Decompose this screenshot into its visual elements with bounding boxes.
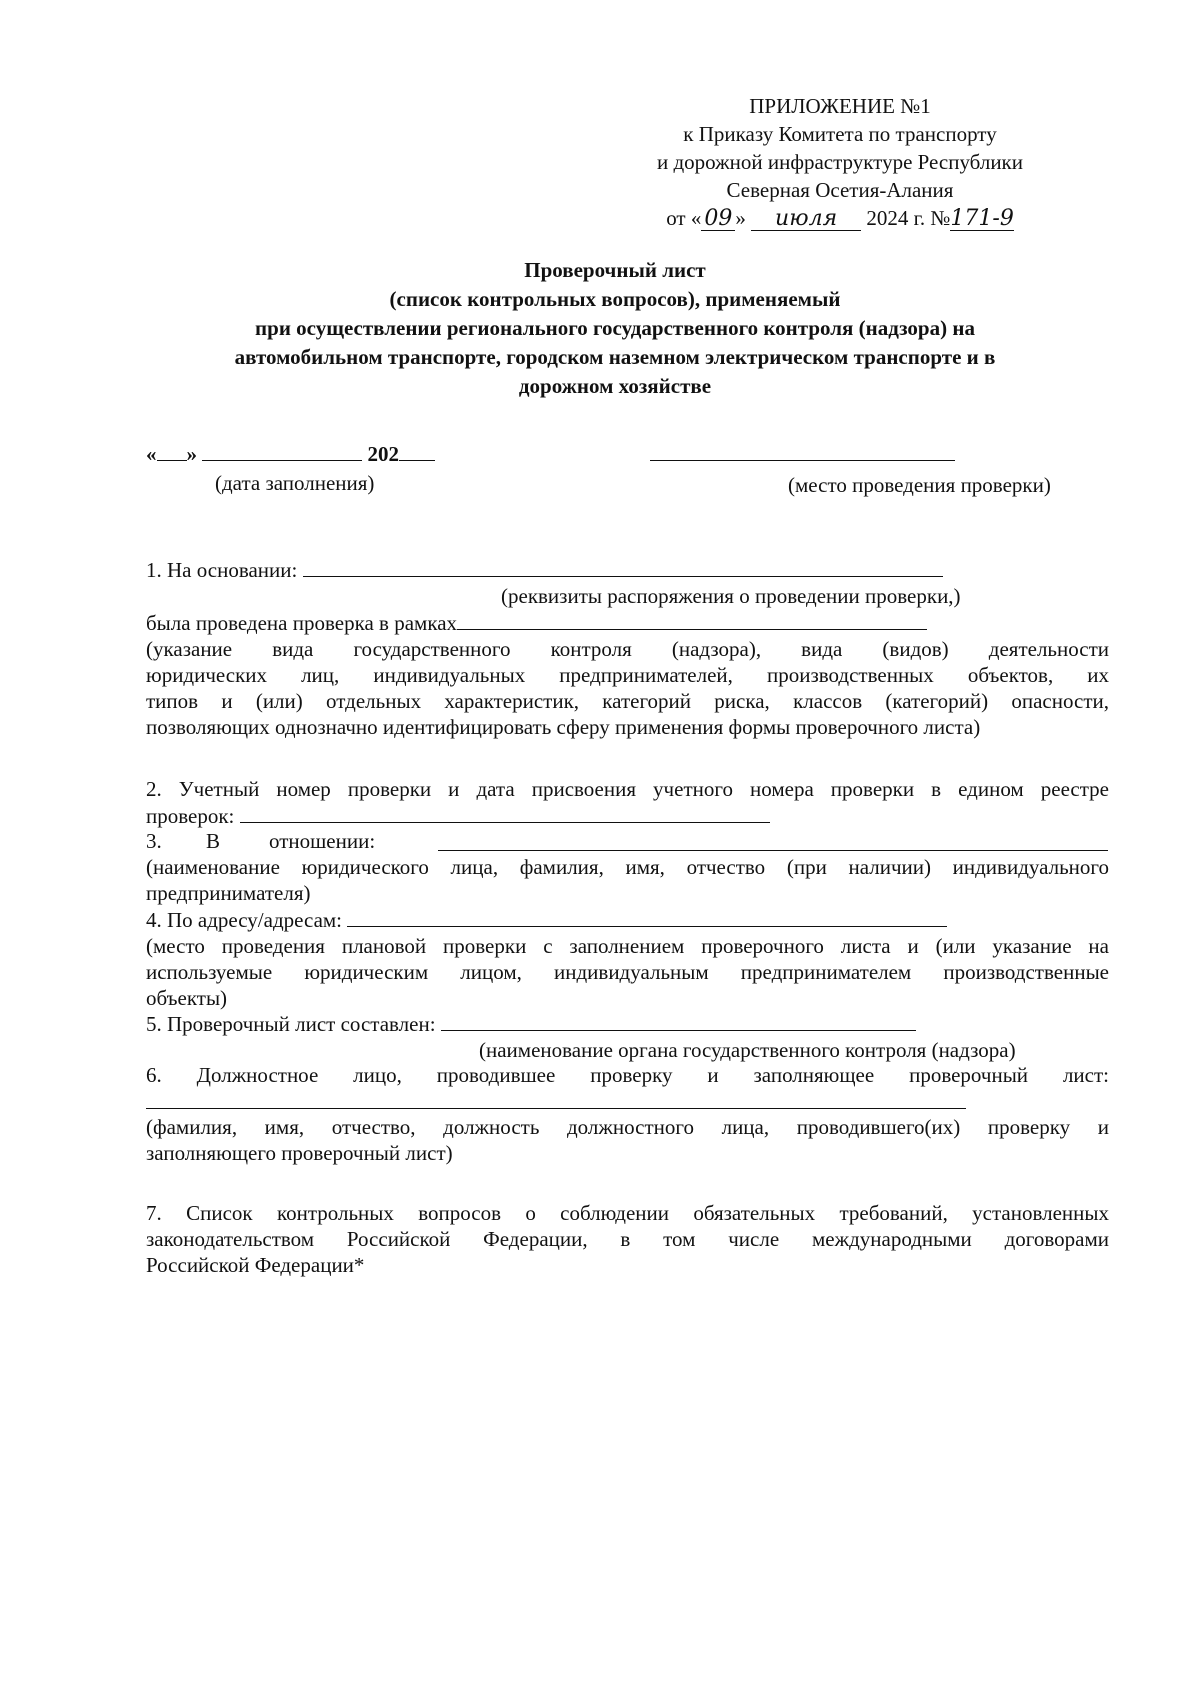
order-month: июля: [751, 208, 861, 231]
fill-date-field: « » 202: [146, 440, 435, 467]
date-caption: (дата заполнения): [215, 471, 375, 495]
item-2: 2. Учетный номер проверки и дата присвоения учетного номера проверки в едином реестре проверок:: [146, 777, 1109, 828]
fill-place-field: [650, 440, 955, 467]
order-date-line: от « 09 » июля 2024 г. №171-9: [666, 206, 1014, 231]
order-number: 171-9: [950, 206, 1014, 231]
order-day: 09: [701, 208, 735, 231]
item-5: 5. Проверочный лист составлен: (наименование органа государственного контроля (надзора): [146, 1012, 1016, 1062]
appendix-line: и дорожной инфраструктуре Республики: [656, 150, 1023, 174]
item-7: 7. Список контрольных вопросов о соблюдении обязательных требований, установленных законодательством Российской Федерации, в том числе международными договорами Российской Федерации*: [146, 1201, 1109, 1277]
order-year: 2024 г.: [866, 206, 926, 230]
appendix-line: к Приказу Комитета по транспорту: [683, 122, 997, 146]
item-1: 1. На основании: (реквизиты распоряжения о проведении проверки,) была проведена проверка в рамках (указание вида государственного контроля (надзора), вида (видов) деятельности юридических лиц, индивидуальных предпринимателей, производственных объектов, их типов и (или) отдельных характеристик, категорий риска, классов (категорий) опасности, позволяющих однозначно идентифицировать сферу применения формы проверочного листа): [146, 558, 1109, 739]
place-caption: (место проведения проверки): [788, 473, 1051, 497]
item-4: 4. По адресу/адресам: (место проведения плановой проверки с заполнением проверочного листа и (или указание на используемые юридическим лицом, индивидуальным предпринимателем производственные объекты): [146, 908, 1109, 1010]
document-title: Проверочный лист (список контрольных вопросов), применяемый при осуществлении регионального государственного контроля (надзора) на автомобильном транспорте, городском наземном электрическом транспорте и в дорожном хозяйстве: [234, 258, 996, 398]
item-6: 6. Должностное лицо, проводившее проверку и заполняющее проверочный лист: (фамилия, имя, отчество, должность должностного лица, проводившего(их) проверку и заполняющего проверочный лист): [146, 1063, 1109, 1165]
appendix-title: ПРИЛОЖЕНИЕ №1: [749, 94, 931, 118]
appendix-line: Северная Осетия-Алания: [726, 178, 954, 202]
appendix-header: [590, 92, 1090, 232]
item-3: 3. В отношении: (наименование юридического лица, фамилия, имя, отчество (при наличии) индивидуального предпринимателя): [146, 829, 1109, 905]
